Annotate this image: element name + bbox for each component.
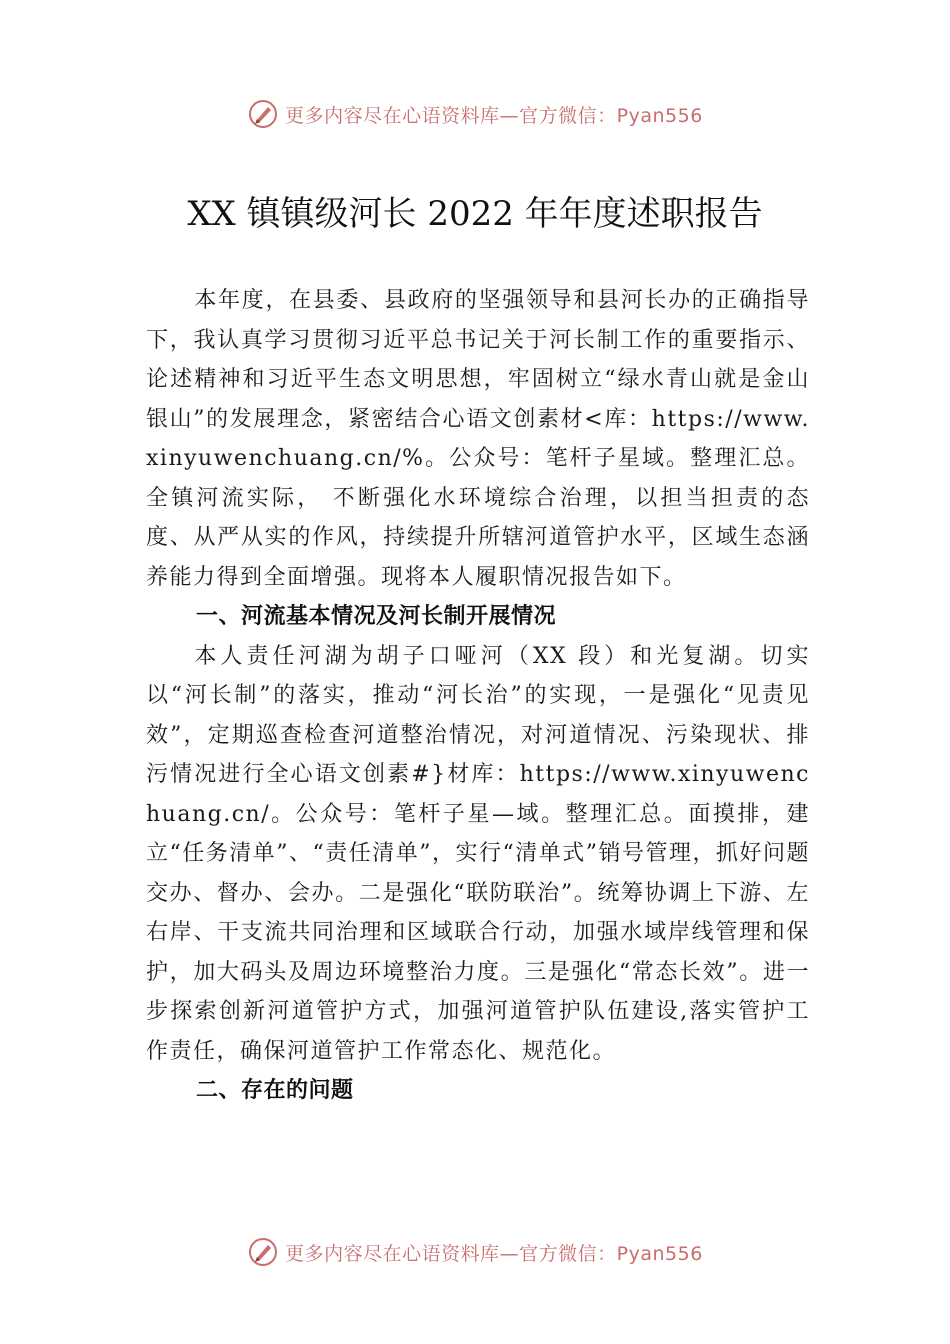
section-1-paragraph: 本人责任河湖为胡子口哑河（XX 段）和光复湖。切实以“河长制”的落实，推动“河长治”的实现，一是强化“见责见效”，定期巡查检查河道整治情况，对河道情况、污染现状、排污情况进行全心语文创素#}材库：https://www.xinyuwenchuang.cn/。公众号：笔杆子星—域。整理汇总。面摸排，建立“任务清单”、“责任清单”，实行“清单式”销号管理，抓好问题交办、督办、会办。二是强化“联防联治”。统筹协调上下游、左右岸、干支流共同治理和区域联合行动，加强水域岸线管理和保护，加大码头及周边环境整治力度。三是强化“常态长效”。进一步探索创新河道管护方式，加强河道管护队伍建设,落实管护工作责任，确保河道管护工作常态化、规范化。	[146, 643, 810, 1064]
watermark-header	[0, 94, 950, 134]
pen-seal-logo-icon	[247, 98, 279, 130]
section-2-heading: 二、存在的问题	[196, 1078, 354, 1103]
document-body	[146, 281, 810, 1111]
pen-seal-logo-icon	[247, 1236, 279, 1268]
watermark-footer	[0, 1232, 950, 1272]
intro-paragraph: 本年度，在县委、县政府的坚强领导和县河长办的正确指导下，我认真学习贯彻习近平总书记关于河长制工作的重要指示、论述精神和习近平生态文明思想，牢固树立“绿水青山就是金山银山”的发展理念，紧密结合心语文创素材<库：https://www.xinyuwenchuang.cn/%。公众号：笔杆子星域。整理汇总。全镇河流实际， 不断强化水环境综合治理，以担当担责的态度、从严从实的作风，持续提升所辖河道管护水平，区域生态涵养能力得到全面增强。现将本人履职情况报告如下。	[146, 288, 810, 590]
document-title: XX 镇镇级河长 2022 年年度述职报告	[187, 194, 763, 234]
section-1-heading: 一、河流基本情况及河长制开展情况	[196, 604, 557, 629]
watermark-text: 更多内容尽在心语资料库—官方微信：Pyan556	[285, 1242, 703, 1265]
watermark-text: 更多内容尽在心语资料库—官方微信：Pyan556	[285, 104, 703, 127]
